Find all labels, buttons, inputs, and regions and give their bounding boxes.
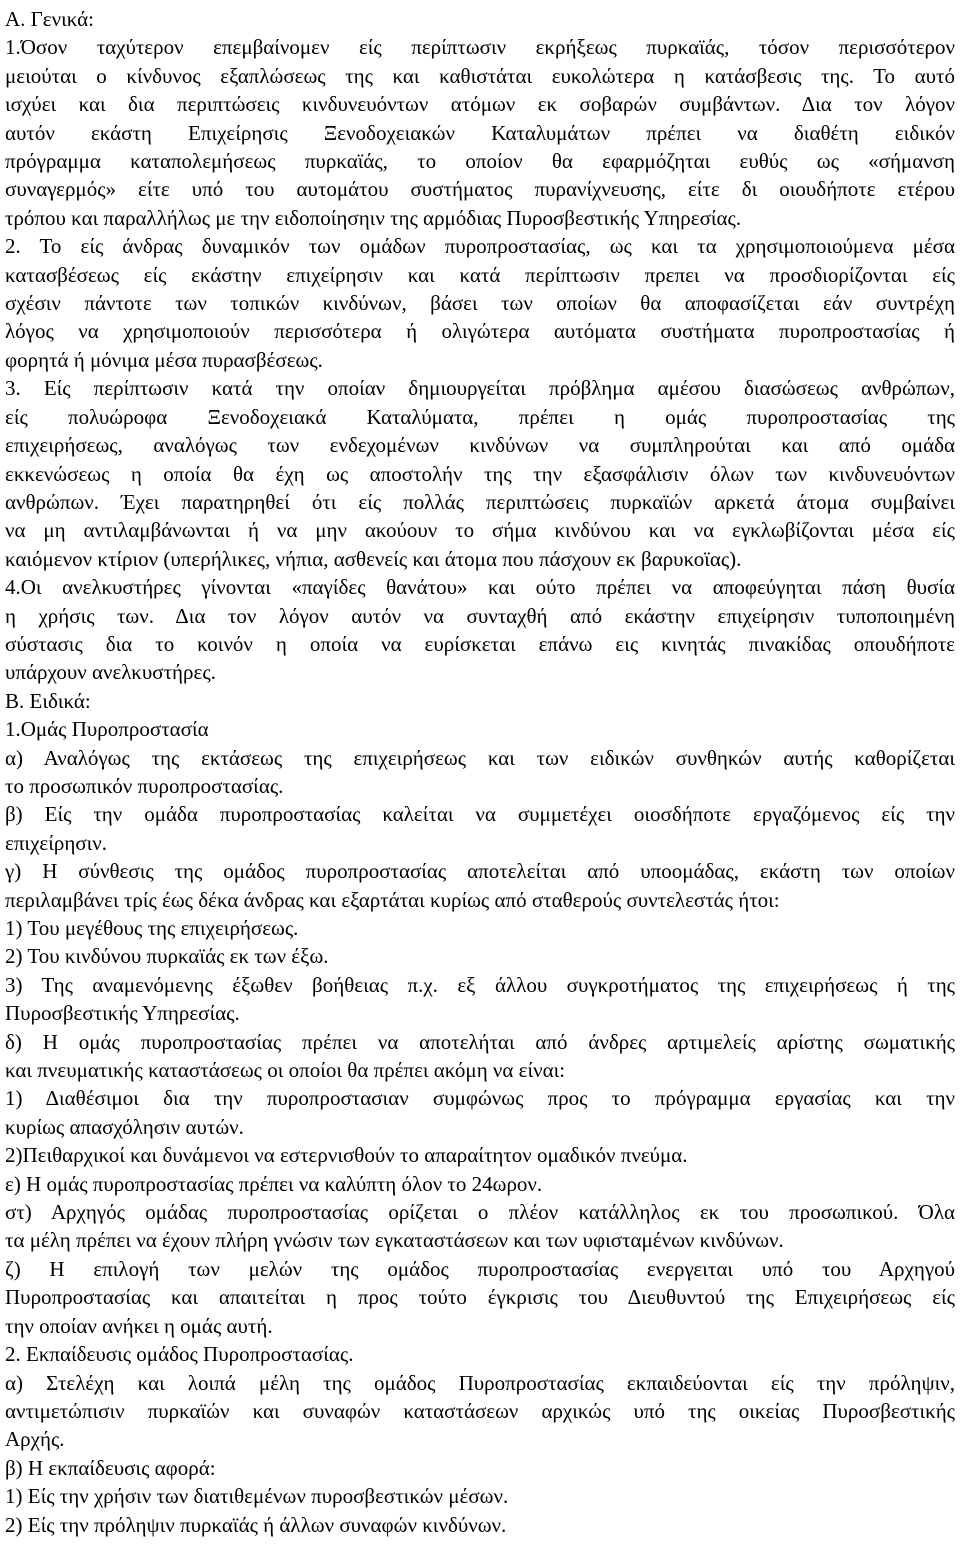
text-line: αυτόν εκάστη Επιχείρησις Ξενοδοχειακών Καταλυμάτων πρέπει να διαθέτη ειδικόν [5,120,955,145]
text-line: συναγερμός» είτε υπό του αυτομάτου συστήματος πυρανίχνευσης, είτε δι οιουδήποτε ετέρου [5,177,955,202]
text-line: κατασβέσεως είς εκάστην επιχείρησιν και κατά περίπτωσιν πρεπει να προσδιορίζονται είς [5,262,955,287]
text-line: επιχείρησιν. [5,830,108,855]
text-line: στ) Αρχηγός ομάδας πυροπροστασίας ορίζεται ο πλέον κατάλληλος εκ του προσωπικού. Όλα [5,1200,955,1225]
text-line: 2) Είς την πρόληψιν πυρκαϊάς ή άλλων συναφών κινδύνων. [5,1512,507,1537]
text-line: είς πολυώροφα Ξενοδοχειακά Καταλύματα, πρέπει η ομάς πυροπροστασίας της [5,404,955,429]
text-line: τρόπου και παραλλήλως με την ειδοποίησηιν της αρμόδιας Πυροσβεστικής Υπηρεσίας. [5,205,742,230]
text-line: Πυροσβεστικής Υπηρεσίας. [5,1001,240,1026]
text-line: το προσωπικόν πυροπροστασίας. [5,773,284,798]
text-line: 4.Οι ανελκυστήρες γίνονται «παγίδες θανάτου» και ούτο πρέπει να αποφεύγηται πάση θυσία [5,575,955,600]
text-line: μειούται ο κίνδυνος εξαπλώσεως της και καθιστάται ευκολώτερα η κατάσβεσις της. Το αυτό [5,63,955,88]
text-line: ζ) Η επιλογή των μελών της ομάδος πυροπροστασίας ενεργειται υπό του Αρχηγού [5,1256,955,1281]
text-line: ισχύει και δια περιπτώσεις κινδυνευόντων ατόμων εκ σοβαρών συμβάντων. Δια τον λόγον [5,92,955,117]
text-line: κυρίως απασχόλησιν αυτών. [5,1114,244,1139]
text-line: 1) Είς την χρήσιν των διατιθεμένων πυροσβεστικών μέσων. [5,1484,509,1509]
text-line: β) Είς την ομάδα πυροπροστασίας καλείται να συμμετέχει οιοσδήποτε εργαζόμενος είς την [5,802,955,827]
text-line: 1.Ομάς Πυροπροστασία [5,717,209,742]
text-line: σύστασις δια το κοινόν η οποία να ευρίσκεται επάνω εις κινητάς πινακίδας οπουδήποτε [5,631,955,656]
text-line: πρόγραμμα καταπολεμήσεως πυρκαϊάς, το οποίον θα εφαρμόζηται ευθύς ως «σήμανση [5,149,955,174]
text-line: 2. Εκπαίδευσις ομάδος Πυροπροστασίας. [5,1342,354,1367]
text-line: την οποίαν ανήκει η ομάς αυτή. [5,1313,273,1338]
text-line: σχέσιν πάντοτε των τοπικών κινδύνων, βάσει των οποίων θα αποφασίζεται εάν συντρέχη [5,291,955,316]
text-line: Β. Ειδικά: [5,688,91,713]
text-line: ε) Η ομάς πυροπροστασίας πρέπει να καλύπτη όλον το 24ωρον. [5,1171,543,1196]
text-line: ανθρώπων. Έχει παρατηρηθεί ότι είς πολλάς περιπτώσεις πυρκαϊών αρκετά άτομα συμβαίνει [5,489,955,514]
text-line: 2. Το είς άνδρας δυναμικόν των ομάδων πυροπροστασίας, ως και τα χρησιμοποιούμενα μέσα [5,234,955,259]
text-line: φορητά ή μόνιμα μέσα πυρασβέσεως. [5,347,323,372]
text-line: 2)Πειθαρχικοί και δυνάμενοι να εστερνισθούν το απαραίτητον ομαδικόν πνεύμα. [5,1143,688,1168]
text-line: γ) Η σύνθεσις της ομάδος πυροπροστασίας αποτελείται από υποομάδας, εκάστη των οποίων [5,859,955,884]
text-line: δ) Η ομάς πυροπροστασίας πρέπει να αποτελήται από άνδρες αρτιμελείς αρίστης σωματικής [5,1029,955,1054]
text-line: η χρήσις των. Δια τον λόγον αυτόν να συνταχθή από εκάστην επιχείρησιν τυποποιημένη [5,603,955,628]
text-line: Αρχής. [5,1427,65,1452]
text-line: επιχειρήσεως, αναλόγως των ενδεχομένων κινδύνων να συμπληρούται και από ομάδα [5,433,955,458]
text-line: Α. Γενικά: [5,7,95,31]
text-line: εκκενώσεως η οποία θα έχη ως αποστολήν της την εξασφάλισιν όλων των κινδυνευόντων [5,461,955,486]
text-line: 2) Του κινδύνου πυρκαϊάς εκ των έξω. [5,944,329,969]
document-page [5,5,955,1539]
text-line: β) Η εκπαίδευσις αφορά: [5,1455,216,1480]
text-line: 3) Της αναμενόμενης έξωθεν βοήθειας π.χ. εξ άλλου συγκροτήματος της επιχειρήσεως ή της [5,972,955,997]
text-line: τα μέλη πρέπει να έχουν πλήρη γνώσιν των εγκαταστάσεων και των υφισταμένων κινδύνων. [5,1228,784,1253]
text-line: α) Στελέχη και λοιπά μέλη της ομάδος Πυροπροστασίας εκπαιδεύονται είς την πρόληψιν, [5,1370,955,1395]
text-line: και πνευματικής καταστάσεως οι οποίοι θα πρέπει ακόμη να είναι: [5,1058,566,1083]
text-line: α) Αναλόγως της εκτάσεως της επιχειρήσεως και των ειδικών συνθηκών αυτής καθορίζεται [5,745,955,770]
text-line: υπάρχουν ανελκυστήρες. [5,660,216,685]
text-line: καιόμενον κτίριον (υπερήλικες, νήπια, ασθενείς και άτομα που πάσχουν εκ βαρυκοϊας). [5,546,742,571]
text-line: να μη αντιλαμβάνωνται ή να μην ακούουν το σήμα κινδύνου και να εγκλωβίζονται μέσα είς [5,518,955,543]
text-line: 1) Διαθέσιμοι δια την πυροπροστασιαν συμφώνως προς το πρόγραμμα εργασίας και την [5,1086,955,1111]
text-line: αντιμετώπισιν πυρκαϊών και συναφών καταστάσεων αρχικώς υπό της οικείας Πυροσβεστικής [5,1398,955,1423]
text-line: Πυροπροστασίας και απαιτείται η προς τούτο έγκρισις του Διευθυντού της Επιχειρήσεως είς [5,1285,955,1310]
text-line: λόγος να χρησιμοποιούν περισσότερα ή ολιγώτερα αυτόματα συστήματα πυροπροστασίας ή [5,319,955,344]
text-line: 1.Όσον ταχύτερον επεμβαίνομεν είς περίπτωσιν εκρήξεως πυρκαϊάς, τόσον περισσότερον [5,35,955,60]
text-line: 3. Είς περίπτωσιν κατά την οποίαν δημιουργείται πρόβλημα αμέσου διασώσεως ανθρώπων, [5,376,955,401]
text-line: 1) Του μεγέθους της επιχειρήσεως. [5,916,299,940]
text-line: περιλαμβάνει τρίς έως δέκα άνδρας και εξαρτάται κυρίως από σταθερούς συντελεστάς ήτοι: [5,887,780,912]
